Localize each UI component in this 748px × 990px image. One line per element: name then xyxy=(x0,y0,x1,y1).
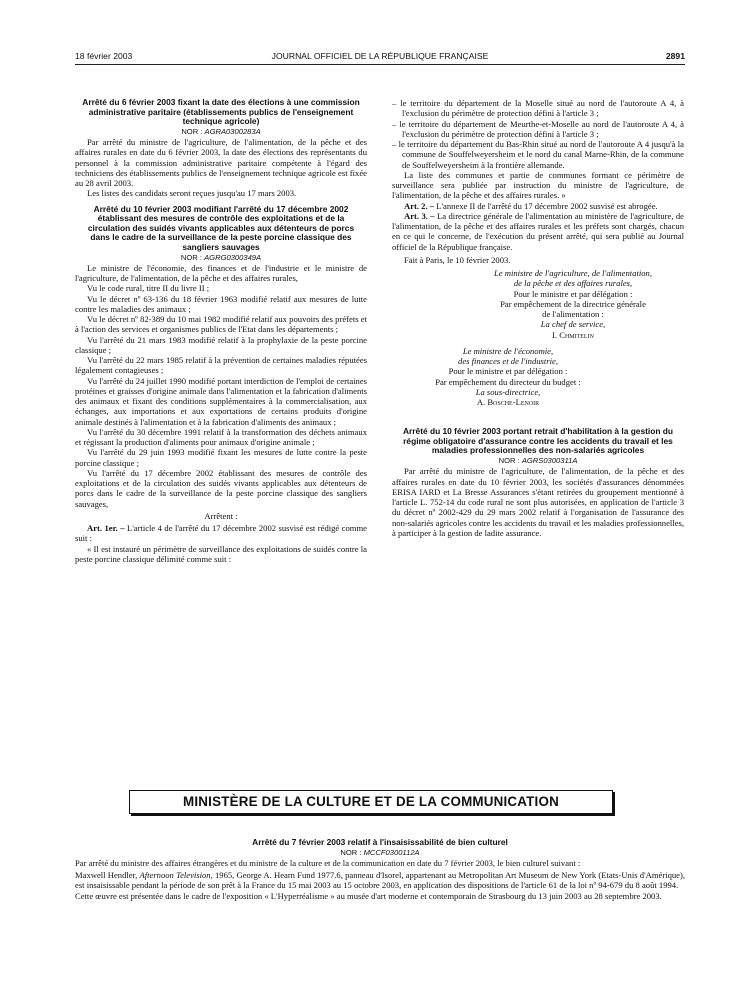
paragraph: Vu l'arrêté du 22 mars 1985 relatif à la prévention de certaines maladies réputées légalement contagieuses ; xyxy=(75,355,367,376)
signature-line: Le ministre de l'économie, xyxy=(462,345,554,356)
paragraph: Par arrêté du ministre de l'agriculture, de l'alimentation, de la pêche et des affaires rurales en date du 10 février 2003, les sociétés d'assurances dénommées ERISA IARD et La Bresse Assurances s'étant retirées du groupement mentionné à l'article L. 752-14 du code rural ne sont plus autorisées, en application de l'article 3 du décret nº 2002-429 du 29 mars 2002 relatif à l'organisation de l'assurance des non-salariés agricoles contre les accidents du travail et les maladies professionnelles, à participer à la gestion de ladite assurance. xyxy=(392,466,684,538)
article-label: Art. 3. – xyxy=(404,210,435,221)
bottom-decree xyxy=(75,838,685,901)
nor-reference xyxy=(75,253,367,263)
paragraph: Le ministre de l'économie, des finances et de l'industrie et le ministre de l'agriculture, de l'alimentation, de la pêche et des affaires rurales, xyxy=(75,262,367,283)
paragraph: Par arrêté du ministre des affaires étrangères et du ministre de la culture et de la communication en date du 7 février 2003, le bien culturel suivant : xyxy=(75,857,581,868)
nor-label: NOR : xyxy=(498,456,522,466)
nor-label: NOR : xyxy=(181,126,205,136)
text-run: , 1965, George A. Hearn Fund 1977.6, panneau d'Isorel, appartenant au Metropolitan Art Museum de New York (Etats-Unis d'Amérique), est insaisissable pendant la période de son prêt à la France du 15 mai 2003 au 15 octobre 2003, en application des dispositions de l'article 61 de la loi nº 94-679 du 8 août 1994. xyxy=(75,870,686,891)
paragraph: La liste des communes et partie de communes formant ce périmètre de surveillance sera publiée par instruction du ministre de l'agriculture, de l'alimentation, de la pêche et des affaires rurales. » xyxy=(392,169,684,201)
decree-title: Arrêté du 10 février 2003 portant retrait d'habilitation à la gestion du régime obligatoire d'assurance contre les accidents du travail et les maladies professionnelles des non-salariés agricoles xyxy=(402,426,674,456)
header-rule xyxy=(75,64,685,65)
page-header xyxy=(75,51,685,65)
paragraph xyxy=(75,870,685,891)
signature-line: de l'alimentation : xyxy=(542,309,604,319)
signature-line: Par empêchement de la directrice générale xyxy=(500,298,646,309)
paragraph: « Il est instauré un périmètre de surveillance des exploitations de suidés contre la peste porcine classique délimité comme suit : xyxy=(75,543,367,564)
signature-line: La chef de service, xyxy=(540,319,606,330)
signature-line: Pour le ministre et par délégation : xyxy=(448,366,568,377)
paragraph: Vu l'arrêté du 29 juin 1993 modifié fixant les mesures de lutte contre la peste porcine classique ; xyxy=(75,447,367,468)
signature-name: I. Chmitelin xyxy=(552,329,594,340)
decree-title: Arrêté du 7 février 2003 relatif à l'insaisissabilité de bien culturel xyxy=(252,837,508,847)
nor-label: NOR : xyxy=(180,252,205,262)
paragraph: Vu le décret nº 82-389 du 10 mai 1982 modifié relatif aux pouvoirs des préfets et à l'action des services et organismes publics de l'Etat dans les départements ; xyxy=(75,314,367,335)
header-journal-title: JOURNAL OFFICIEL DE LA RÉPUBLIQUE FRANÇAISE xyxy=(271,51,489,61)
arretent: Arrêtent : xyxy=(204,510,238,521)
list-item: – le territoire du département de la Moselle situé au nord de l'autoroute A 4, à l'exclusion du périmètre de protection défini à l'article 3 ; xyxy=(392,98,684,119)
paragraph: Vu le code rural, titre II du livre II ; xyxy=(87,283,210,294)
list-item: – le territoire du département de Meurthe-et-Moselle au nord de l'autoroute A 4, à l'exclusion du périmètre de protection défini à l'article 3 ; xyxy=(392,118,684,139)
signature-name: A. Bosche-Lenoir xyxy=(476,397,540,407)
header-page-number: 2891 xyxy=(665,51,685,61)
paragraph: Par arrêté du ministre de l'agriculture, de l'alimentation, de la pêche et des affaires rurales en date du 6 février 2003, la date des élections des représentants du personnel à la commission administrative paritaire compétente à l'égard des techniciens des établissements publics de l'enseignement technique agricole est fixée au 28 avril 2003. xyxy=(75,137,367,189)
nor-reference xyxy=(75,127,367,137)
nor-label: NOR : xyxy=(340,847,364,857)
article-text: La directrice générale de l'alimentation au ministère de l'agriculture, de l'alimentation, de la pêche et des affaires rurales et les préfets sont chargés, chacun en ce qui le concerne, de l'exécution du présent arrêté, qui sera publié au Journal officiel de la République française. xyxy=(392,210,684,252)
header-date: 18 février 2003 xyxy=(75,51,133,61)
ministry-heading: MINISTÈRE DE LA CULTURE ET DE LA COMMUNICATION xyxy=(183,794,559,809)
paragraph: Vu le décret nº 63-136 du 18 février 1963 modifié relatif aux mesures de lutte contre les maladies des animaux ; xyxy=(75,293,367,314)
nor-reference xyxy=(75,848,685,858)
left-column xyxy=(75,98,367,564)
text-run: Maxwell Hendler, xyxy=(75,870,140,881)
ministry-heading-box xyxy=(129,790,613,814)
article-1 xyxy=(75,523,367,544)
article-label: Art. 2. – xyxy=(404,200,435,211)
nor-code: AGRS0300311A xyxy=(521,456,578,466)
paragraph: Les listes des candidats seront reçues jusqu'au 17 mars 2003. xyxy=(87,188,297,199)
fait-a-paris: Fait à Paris, le 10 février 2003. xyxy=(404,254,511,265)
signature-block xyxy=(462,268,684,340)
signature-line: Pour le ministre et par délégation : xyxy=(513,288,633,299)
signature-block xyxy=(392,346,624,408)
decree-title: Arrêté du 6 février 2003 fixant la date des élections à une commission administrative paritaire (établissements publics de l'enseignement technique agricole) xyxy=(82,97,360,127)
nor-code: AGRG0300349A xyxy=(204,252,262,262)
signature-line: Par empêchement du directeur du budget : xyxy=(435,376,581,387)
paragraph: Vu l'arrêté du 30 décembre 1991 relatif à la transformation des déchets animaux et régissant la production d'aliments pour animaux d'origine animale ; xyxy=(75,426,367,447)
article-label: Art. 1er. – xyxy=(87,523,125,533)
paragraph: Vu l'arrêté du 21 mars 1983 modifié relatif à la prophylaxie de la peste porcine classique ; xyxy=(75,334,367,355)
decree-title: Arrêté du 10 février 2003 modifiant l'arrêté du 17 décembre 2002 établissant des mesures de contrôle des exploitations et de la circulation des suidés vivants applicables aux détenteurs de porcs dans le cadre de la surveillance de la peste porcine classique des sangliers sauvages xyxy=(87,203,355,252)
article-3 xyxy=(392,211,684,252)
right-column xyxy=(392,98,684,538)
nor-code: AGRA0300283A xyxy=(204,126,261,136)
signature-line: La sous-directrice, xyxy=(475,386,541,397)
paragraph: Vu l'arrêté du 24 juillet 1990 modifié portant interdiction de l'emploi de certaines protéines et graisses d'origine animale dans l'alimentation et la fabrication d'aliments des animaux et fixant des conditions supplémentaires à la commercialisation, aux échanges, aux importations et aux exportations de certains produits d'origine animale destinés à l'alimentation et à la fabrication d'aliments des animaux ; xyxy=(75,375,367,427)
nor-code: MCCF0300112A xyxy=(363,847,420,857)
nor-reference xyxy=(392,456,684,466)
signature-line: Le ministre de l'agriculture, de l'alimentation, xyxy=(494,268,652,278)
article-text: L'annexe II de l'arrêté du 17 décembre 2002 susvisé est abrogée. xyxy=(436,200,658,211)
article-2 xyxy=(392,201,684,211)
artwork-title: Afternoon Television xyxy=(139,870,211,881)
signature-line: de la pêche et des affaires rurales, xyxy=(513,278,633,289)
paragraph: Cette œuvre est présentée dans le cadre de l'exposition « L'Hyperréalisme » au musée d'art moderne et contemporain de Strasbourg du 13 juin 2003 au 28 septembre 2003. xyxy=(75,890,662,901)
article-text: L'article 4 de l'arrêté du 17 décembre 2002 susvisé est rédigé comme suit : xyxy=(75,523,367,544)
paragraph: Vu l'arrêté du 17 décembre 2002 établissant des mesures de contrôle des exploitations et de la circulation des suidés vivants applicables aux détenteurs de porcs dans le cadre de la surveillance de la peste porcine classique des sangliers sauvages, xyxy=(75,467,367,509)
list-item: – le territoire du département du Bas-Rhin situé au nord de l'autoroute A 4 jusqu'à la commune de Souffelweyersheim et le nord du canal Marne-Rhin, de la commune de Souffelweyersheim à la frontière allemande. xyxy=(392,139,684,170)
signature-line: des finances et de l'industrie, xyxy=(458,356,558,366)
